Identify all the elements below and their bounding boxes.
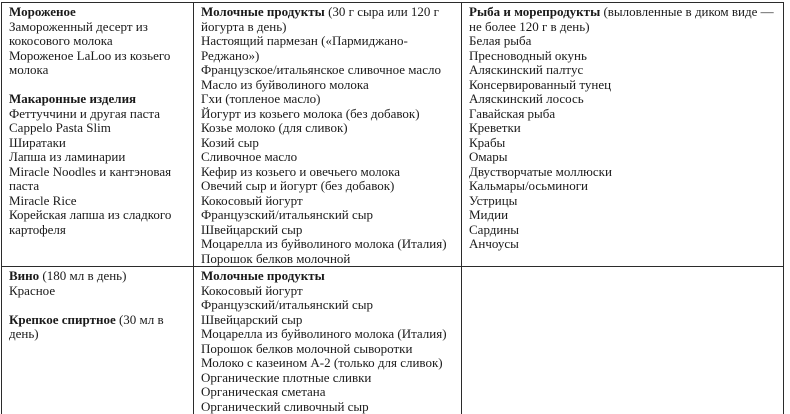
food-item-line: Ширатаки (9, 134, 66, 150)
food-item-line: Молоко с казеином А-2 (только для сливок) (201, 355, 443, 370)
table-cell (2, 3, 194, 267)
food-item-line: Масло из буйволиного молока (201, 76, 369, 92)
food-item-line: Miracle Rice (9, 192, 77, 208)
food-item-line: Анчоусы (469, 236, 519, 251)
food-item-line: Сливочное масло (201, 149, 298, 164)
category-heading-line: Рыба и морепродукты (выловленные в диком виде — не более 120 г в день) (469, 4, 774, 34)
category-title: Мороженое (9, 4, 76, 19)
category-title: Макаронные изделия (9, 91, 137, 106)
food-item-line: Аляскинский лосось (469, 91, 584, 106)
table-cell (462, 267, 784, 414)
food-item-line: Овечий сыр и йогурт (без добавок) (201, 178, 395, 193)
category-heading-line (9, 92, 191, 107)
food-item-line: Французский/итальянский сыр (201, 297, 373, 312)
category-heading-line: Молочные продукты (30 г сыра или 120 г йогурта в день) (201, 4, 439, 34)
food-item-line: Порошок белков молочной (201, 250, 351, 266)
food-item-line: Мидии (469, 207, 509, 222)
food-item-line: Органический сливочный сыр (201, 398, 369, 414)
food-item-line: Порошок белков молочной сыворотки (201, 340, 413, 356)
food-item-line: Моцарелла из буйволиного молока (Италия) (201, 236, 447, 251)
food-item-line: Омары (469, 149, 508, 164)
food-item-line: Аляскинский палтус (469, 62, 584, 77)
blank-line (9, 78, 191, 93)
category-heading-line (9, 5, 191, 20)
food-item-line: Козий сыр (201, 134, 259, 150)
food-table-body (2, 3, 784, 414)
food-item-line: Мороженое LaLoo из козьего молока (9, 47, 171, 77)
food-item-line: Козье молоко (для сливок) (201, 120, 348, 135)
table-row (2, 3, 784, 267)
food-item-line: Крабы (469, 134, 506, 150)
table-cell (462, 3, 784, 267)
category-heading-line (201, 269, 459, 284)
food-item-line: Швейцарский сыр (201, 311, 303, 327)
table-cell (194, 267, 462, 414)
food-item-line: Французское/итальянское сливочное масло (201, 62, 441, 77)
food-item-line: Настоящий пармезан («Пармиджано-Реджано») (201, 33, 408, 63)
food-item-line: Органические плотные сливки (201, 369, 372, 385)
food-item-line: Консервированный тунец (469, 76, 612, 92)
food-item-line: Кокосовый йогурт (201, 192, 303, 208)
category-title: Рыба и морепродукты (469, 4, 601, 19)
food-item-line: Пресноводный окунь (469, 47, 587, 63)
category-heading-line: Крепкое спиртное (30 мл в день) (9, 311, 164, 341)
food-item-line: Miracle Noodles и кантэновая паста (9, 163, 172, 193)
table-cell (2, 267, 194, 414)
food-item-line: Корейская лапша из сладкого картофеля (9, 207, 172, 237)
table-cell (194, 3, 462, 267)
food-item-line: Белая рыба (469, 33, 532, 48)
blank-line (9, 298, 191, 313)
food-item-line: Лапша из ламинарии (9, 149, 126, 164)
food-item-line: Французский/итальянский сыр (201, 207, 373, 222)
category-title: Молочные продукты (201, 268, 325, 283)
food-item-line: Феттуччини и другая паста Cappelo Pasta Slim (9, 105, 161, 135)
food-item-line: Кефир из козьего и овечьего молока (201, 163, 400, 179)
food-item-line: Кокосовый йогурт (201, 282, 303, 298)
category-title: Вино (9, 268, 40, 283)
food-item-line: Креветки (469, 120, 521, 135)
food-item-line: Йогурт из козьего молока (без добавок) (201, 105, 420, 121)
food-table (1, 2, 784, 414)
food-item-line: Гхи (топленое масло) (201, 91, 321, 106)
food-item-line: Двустворчатые моллюски (469, 163, 612, 179)
food-item-line: Сардины (469, 221, 520, 237)
food-item-line: Швейцарский сыр (201, 221, 303, 237)
food-item-line: Кальмары/осьминоги (469, 178, 589, 193)
food-item-line: Красное (9, 282, 56, 298)
category-title: Крепкое спиртное (9, 311, 116, 327)
table-row (2, 267, 784, 414)
food-item-line: Моцарелла из буйволиного молока (Италия) (201, 326, 447, 341)
food-item-line: Устрицы (469, 192, 518, 208)
category-heading-line: Вино (180 мл в день) (9, 268, 127, 283)
category-title: Молочные продукты (201, 4, 325, 19)
food-item-line: Органическая сметана (201, 384, 326, 399)
food-item-line: Гавайская рыба (469, 105, 556, 121)
food-item-line: Замороженный десерт из кокосового молока (9, 18, 148, 48)
